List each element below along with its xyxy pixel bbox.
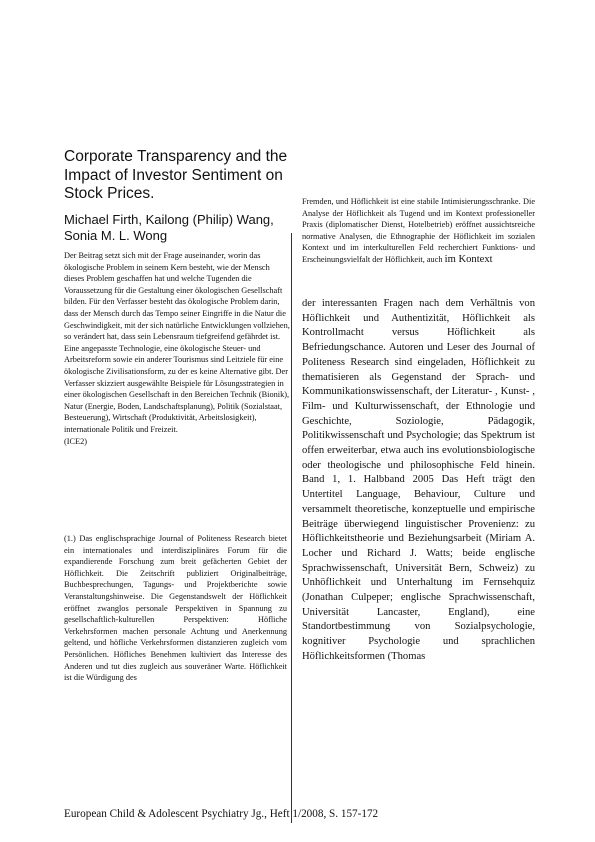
body-text-right-intro: Fremden, und Höflichkeit ist eine stabile Intimisierungsschranke. Die Analyse der Höflichkeit als Tugend und im Kontext professioneller Praxis (diplomatischer Dienst, Hotelbetrieb) eröffnet aussichtsreiche normative Analysen, die Ethnographie der Höflichkeit im sozialen Kontext und im interkulturellen Feld recherchiert Funktions- und Erscheinungsvielfalt der Höflichkeit, auch [302,197,535,264]
column-divider [291,233,292,823]
body-text-right-column-intro [302,196,535,266]
journal-citation-footer: European Child & Adolescent Psychiatry Jg., Heft 1/2008, S. 157-172 [64,808,379,820]
paper-title: Corporate Transparency and the Impact of Investor Sentiment on Stock Prices. [64,148,288,202]
author-list: Michael Firth, Kailong (Philip) Wang, Sonia M. L. Wong [64,212,274,243]
body-text-left-column: (1.) Das englischsprachige Journal of Politeness Research bietet ein internationales und interdisziplinäres Forum für die expandierende Forschung zum breit gefächerten Gebiet der Höflichkeit. Die Zeitschrift publiziert Originalbeiträge, Buchbesprechungen, Tagungs- und Projektberichte sowie Veranstaltungshinweise. Die Gegenstandswelt der Höflichkeit eröffnet zwanglos personale Perspektiven in Spannung zu gesellschaftlich-kulturellen Perspektiven: Höfliche Verkehrsformen machen personale Achtung und Anerkennung geltend, und höfliche Verkehrsformen distanzieren zugleich vom Persönlichen. Höfliches Benehmen kultiviert das Interesse des Anderen und tut dies zugleich aus souveräner Warte. Höflichkeit ist die Würdigung des [64,534,287,683]
body-text-right-intro-tail: im Kontext [444,253,493,265]
abstract-code: (ICE2) [64,436,88,446]
abstract [64,250,292,447]
abstract-text: Der Beitrag setzt sich mit der Frage auseinander, worin das ökologische Problem in seinem Kern besteht, wie der Mensch dieses Problem geschaffen hat und welche Tugenden die Voraussetzung für die Gestaltung einer ökologischen Gesellschaft bilden. Für den Verfasser besteht das ökologische Problem darin, dass der Mensch durch das Tempo seiner Eingriffe in die Natur die Geschwindigkeit, mit der sich natürliche Entwicklungen vollziehen, so verändert hat, dass sein Lebensraum tiefgreifend gefährdet ist. Eine angepasste Technologie, eine ökologische Steuer- und Arbeitsreform sowie ein anderer Tourismus sind Leitziele für eine ökologische Zivilisationsform, zu der es keine Alternative gibt. Der Verfasser skizziert ausgewählte Beispiele für Lösungsstrategien in einer ökologischen Gesellschaft in den Bereichen Technik (Bionik), Natur (Energie, Boden, Landschaftsplanung), Politik (Sozialstaat, Besteuerung), Wirtschaft (Produktivität, Arbeitslosigkeit), internationale Politik und Freizeit. [64,251,290,434]
body-text-right-column: der interessanten Fragen nach dem Verhältnis von Höflichkeit und Authentizität, Höflichkeit als Kontrollmacht versus Höflichkeit als Befriedungschance. Autoren und Leser des Journal of Politeness Research sind eingeladen, Höflichkeit zu thematisieren als Gegenstand der Sprach- und Kommunikationswissenschaft, der Literatur- , Kunst- , Film- und Kulturwissenschaft, der Ethnologie und Geschichte, Soziologie, Pädagogik, Politikwissenschaft und Psychologie; das Spektrum ist offen erweiterbar, etwa auch ins evolutionsbiologische oder theologische und philosophische Feld hinein. Band 1, 1. Halbband 2005 Das Heft trägt den Untertitel Language, Behaviour, Culture und versammelt theoretische, konzeptuelle und empirische Beiträge überwiegend linguistischer Provenienz: zu Höflichkeitstheorie und Beziehungsarbeit (Miriam A. Locher und Richard J. Watts; beide englische Sprachwissenschaft, Universität Bern, Schweiz) zu Unhöflichkeit und Unterhaltung im Fernsehquiz (Jonathan Culpeper; englische Sprachwissenschaft, Universität Lancaster, England), eine Standortbestimmung von Sozialpsychologie, kognitiver Psychologie und sprachlichen Höflichkeitsformen (Thomas [302,298,535,662]
